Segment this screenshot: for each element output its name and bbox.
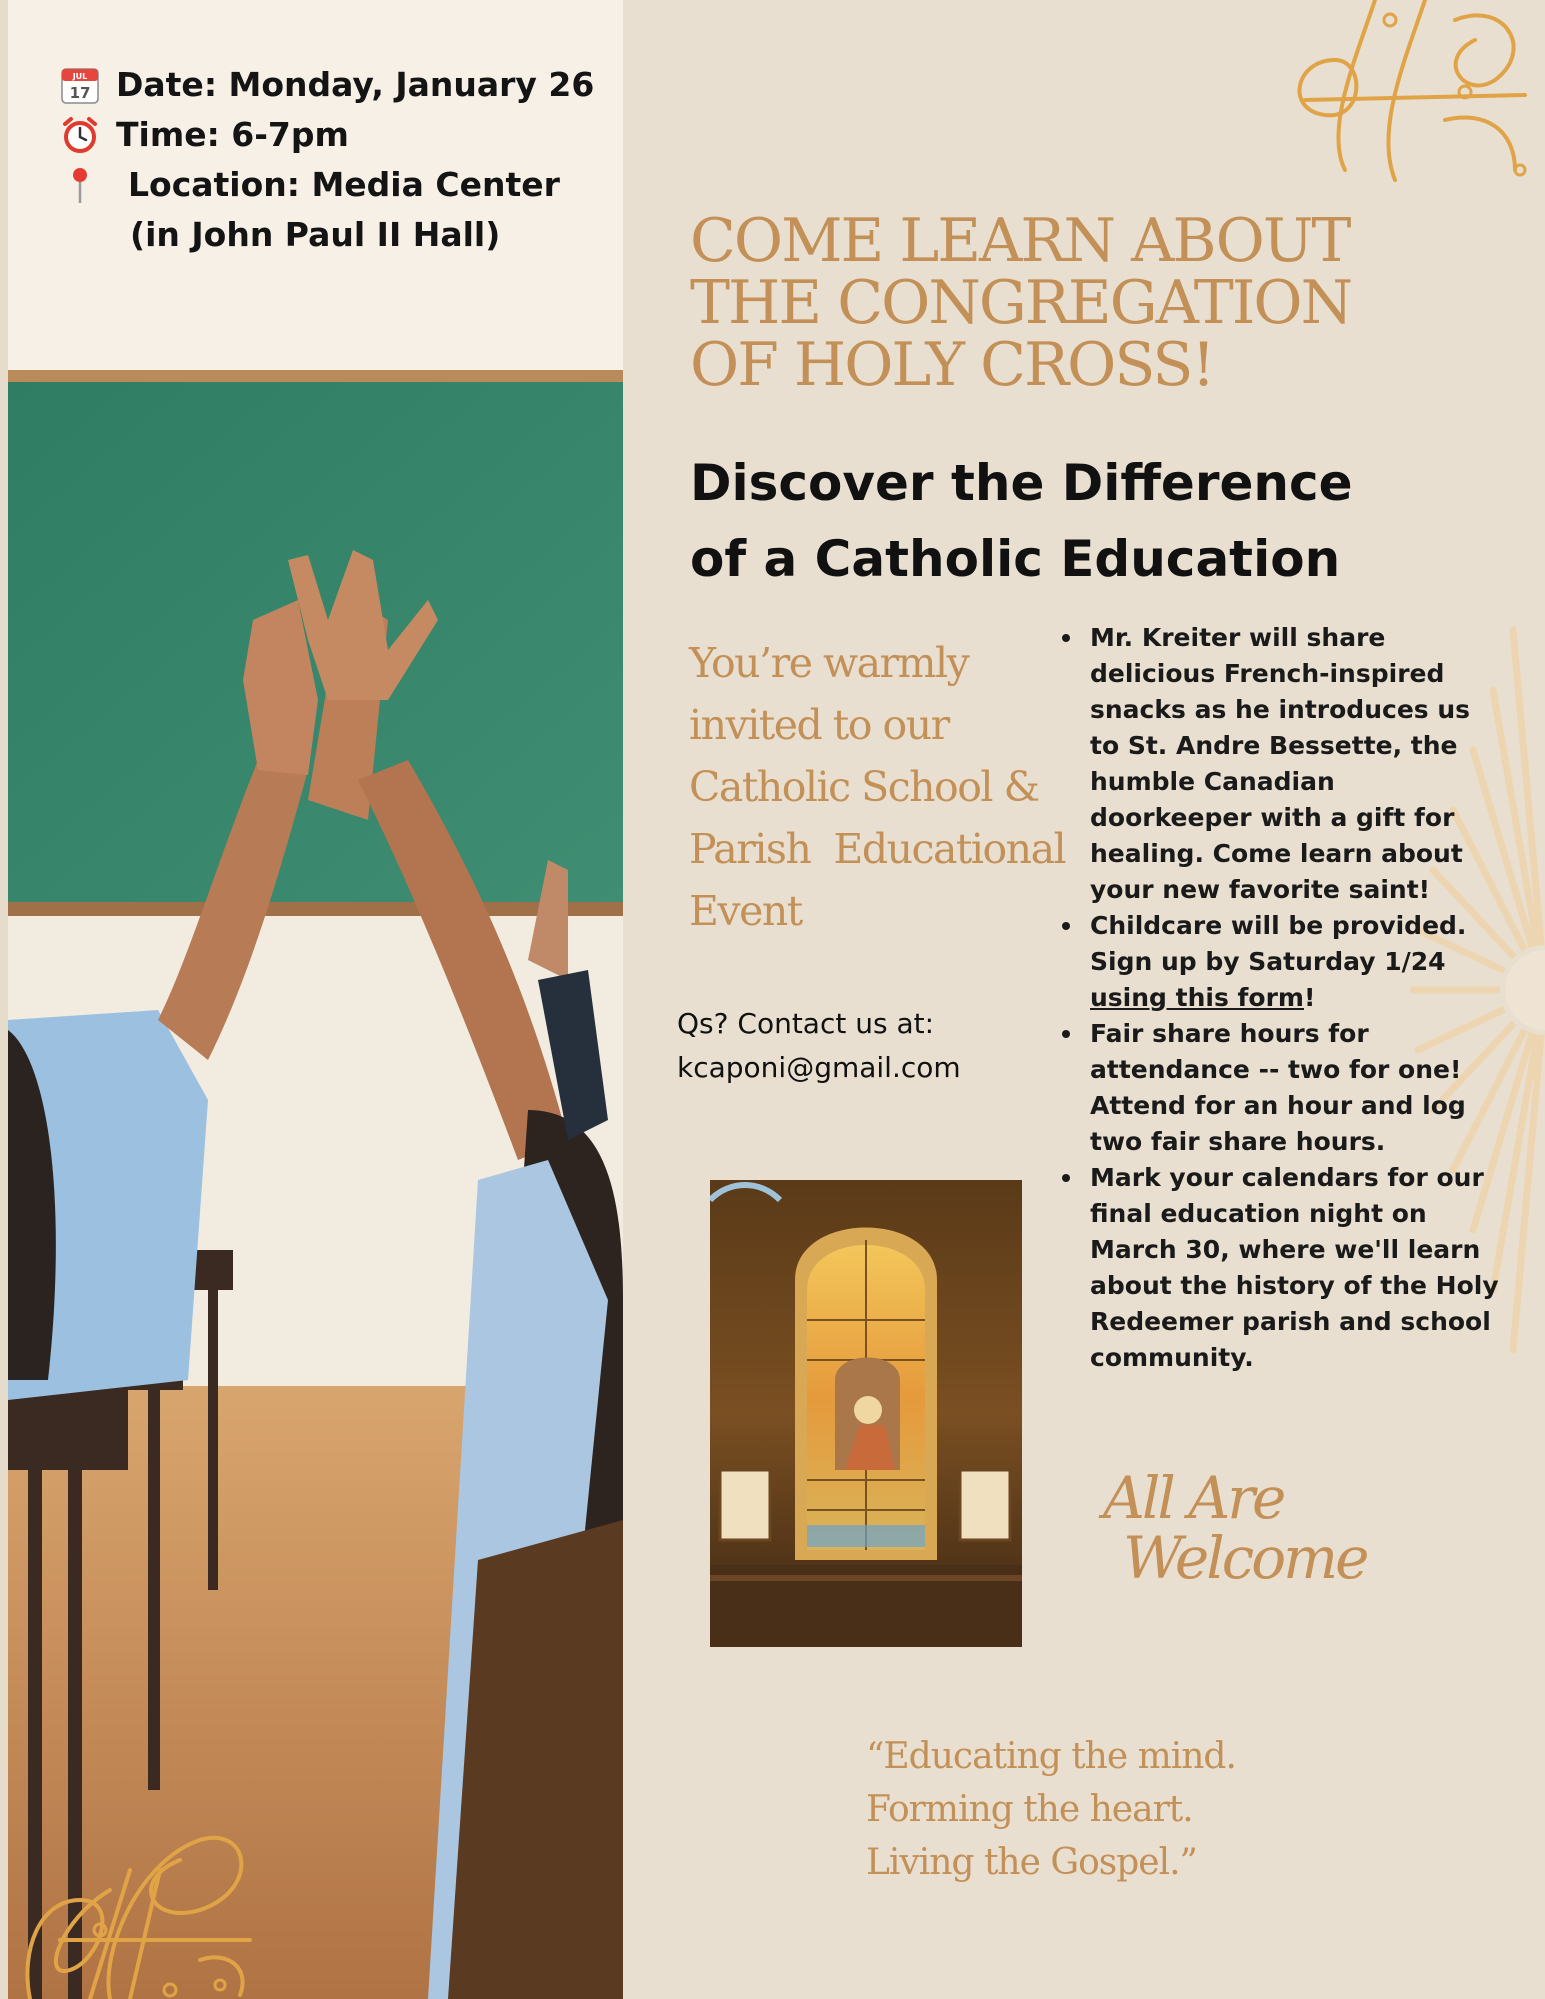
left-photo-panel — [0, 0, 623, 1999]
alarm-clock-icon — [60, 115, 100, 155]
invite-line-4: Parish Educational — [689, 825, 1066, 873]
headline — [690, 206, 1410, 400]
event-location — [60, 160, 600, 210]
contact-email[interactable]: kcaponi@gmail.com — [677, 1051, 961, 1084]
list-item-text: Mr. Kreiter will share delicious French-inspired snacks as he introduces us to St. Andre Bessette, the humble Canadian doorkeeper with a gift for healing. Come learn about your new favorite saint! — [1090, 623, 1471, 904]
list-item — [1058, 620, 1503, 908]
list-item — [1058, 1016, 1503, 1160]
contact-info — [677, 1002, 1037, 1090]
list-item — [1058, 1160, 1503, 1376]
event-date-text: Date: Monday, January 26 — [116, 65, 595, 104]
subheading-line-1: Discover the Difference — [690, 454, 1353, 512]
welcome-line-2: Welcome — [1123, 1524, 1367, 1592]
invite-line-3: Catholic School & — [689, 763, 1039, 811]
svg-text:17: 17 — [69, 84, 91, 102]
event-details — [60, 60, 600, 260]
list-item-text: Mark your calendars for our final education night on March 30, where we'll learn about the history of the Holy Redeemer parish and school community. — [1090, 1163, 1499, 1372]
headline-line-3: OF HOLY CROSS! — [690, 330, 1214, 400]
subheading-line-2: of a Catholic Education — [690, 530, 1341, 588]
event-location-text: Location: Media Center — [128, 165, 560, 204]
headline-line-1: COME LEARN ABOUT — [690, 206, 1350, 276]
invite-line-1: You’re warmly — [689, 639, 969, 687]
stained-glass-window-photo — [710, 1180, 1022, 1647]
calendar-icon — [60, 65, 100, 105]
contact-label: Qs? Contact us at: — [677, 1007, 935, 1040]
event-time-text: Time: 6-7pm — [116, 115, 349, 154]
school-motto — [866, 1730, 1366, 1889]
subheading — [690, 445, 1410, 597]
all-are-welcome — [1103, 1464, 1403, 1592]
list-item: Childcare will be provided. Sign up by Saturday 1/24 using this form! — [1058, 908, 1503, 1016]
invite-line-5: Event — [689, 887, 802, 935]
event-time — [60, 110, 600, 160]
motto-line-1: “Educating the mind. — [866, 1736, 1236, 1777]
ornament-top-right — [1275, 0, 1545, 190]
headline-line-2: THE CONGREGATION — [690, 268, 1352, 338]
pushpin-icon — [60, 165, 100, 205]
classroom-photo — [8, 0, 623, 1999]
event-location-detail: (in John Paul II Hall) — [130, 215, 501, 254]
event-date — [60, 60, 600, 110]
left-edge-strip — [0, 0, 8, 1999]
invitation-text — [689, 632, 1109, 942]
list-item-text: Childcare will be provided. Sign up by Saturday 1/24 — [1090, 911, 1467, 976]
motto-line-3: Living the Gospel.” — [866, 1842, 1197, 1883]
signup-form-link[interactable]: using this form — [1090, 983, 1304, 1012]
motto-line-2: Forming the heart. — [866, 1789, 1193, 1830]
ornament-bottom-left — [0, 1800, 280, 1999]
invite-line-2: invited to our — [689, 701, 949, 749]
right-content-panel — [623, 0, 1545, 1999]
list-item-text: Fair share hours for attendance -- two for one! Attend for an hour and log two fair share hours. — [1090, 1019, 1466, 1156]
event-highlights-list — [1058, 620, 1503, 1376]
welcome-line-1: All Are — [1103, 1464, 1284, 1532]
svg-text:JUL: JUL — [72, 72, 88, 81]
